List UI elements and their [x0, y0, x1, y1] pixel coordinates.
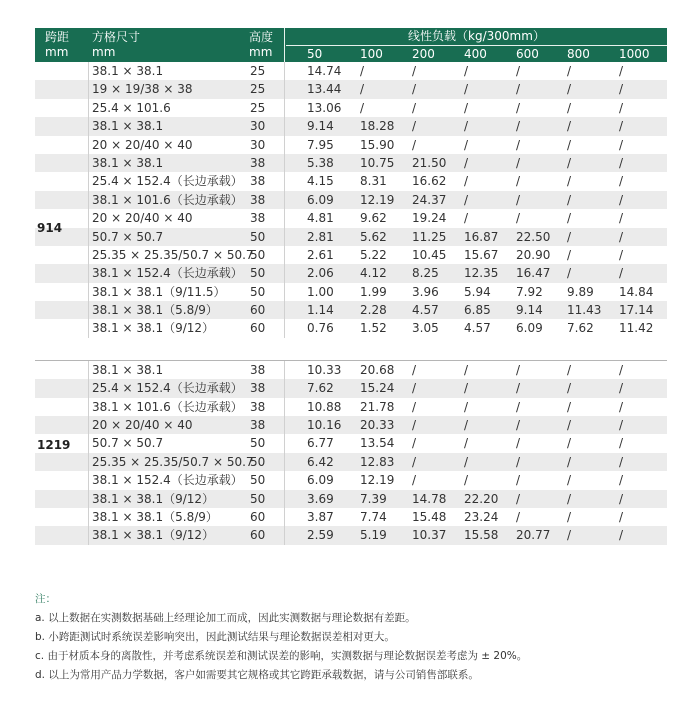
load-cell: /: [464, 436, 469, 451]
load-cell: /: [567, 100, 572, 115]
height-cell: 50: [250, 436, 266, 451]
load-cell: 15.58: [464, 528, 499, 543]
height-cell: 38: [250, 155, 266, 170]
header-height-label: 高度: [249, 30, 274, 44]
load-cell: /: [412, 119, 417, 134]
table-row: [35, 379, 667, 397]
height-cell: 50: [250, 454, 266, 469]
load-cell: 15.48: [412, 509, 447, 524]
load-cell: /: [619, 137, 624, 152]
load-col-1000: 1000: [619, 47, 650, 61]
load-cell: /: [567, 528, 572, 543]
load-cell: /: [412, 82, 417, 97]
load-cell: /: [464, 381, 469, 396]
load-cell: /: [567, 82, 572, 97]
load-cell: 20.33: [360, 418, 395, 433]
table-row: [35, 209, 667, 227]
load-cell: 16.87: [464, 229, 499, 244]
load-cell: 1.00: [307, 284, 334, 299]
height-cell: 25: [250, 82, 266, 97]
size-cell: 25.35 × 25.35/50.7 × 50.7: [92, 247, 254, 262]
load-cell: 3.05: [412, 321, 439, 336]
load-cell: /: [464, 100, 469, 115]
load-cell: 21.50: [412, 155, 447, 170]
load-cell: /: [412, 436, 417, 451]
load-cell: 6.09: [516, 321, 543, 336]
load-cell: /: [516, 155, 521, 170]
load-cell: 10.37: [412, 528, 447, 543]
size-cell: 38.1 × 38.1: [92, 64, 164, 78]
load-cell: 14.78: [412, 491, 447, 506]
load-cell: 8.25: [412, 266, 439, 281]
load-cell: 4.81: [307, 211, 334, 226]
load-cell: /: [516, 418, 521, 433]
table-row: [35, 117, 667, 135]
size-cell: 38.1 × 38.1: [92, 362, 164, 377]
table-row: [35, 264, 667, 282]
load-cell: /: [567, 137, 572, 152]
load-cell: 10.33: [307, 362, 342, 377]
load-cell: /: [619, 418, 624, 433]
height-cell: 38: [250, 418, 266, 433]
header-divider: [284, 28, 285, 62]
height-cell: 38: [250, 192, 266, 207]
height-cell: 50: [250, 491, 266, 506]
load-cell: 12.19: [360, 192, 395, 207]
load-col-400: 400: [464, 47, 487, 61]
load-cell: 10.75: [360, 155, 395, 170]
load-cell: /: [516, 137, 521, 152]
load-cell: 6.85: [464, 303, 491, 318]
size-cell: 25.35 × 25.35/50.7 × 50.7: [92, 454, 254, 469]
height-cell: 50: [250, 284, 266, 299]
load-cell: 3.87: [307, 509, 334, 524]
load-cell: /: [464, 399, 469, 414]
load-cell: 2.81: [307, 229, 334, 244]
size-cell: 50.7 × 50.7: [92, 436, 164, 451]
load-cell: /: [412, 454, 417, 469]
height-cell: 38: [250, 399, 266, 414]
load-cell: /: [567, 509, 572, 524]
load-cell: 5.94: [464, 284, 491, 299]
load-cell: /: [464, 473, 469, 488]
table-row: [35, 398, 667, 416]
load-cell: 18.28: [360, 119, 395, 134]
load-cell: 7.95: [307, 137, 334, 152]
size-cell: 38.1 × 38.1（5.8/9）: [92, 303, 218, 318]
load-cell: 7.62: [307, 381, 334, 396]
height-cell: 38: [250, 381, 266, 396]
size-cell: 38.1 × 38.1: [92, 119, 164, 134]
size-cell: 38.1 × 38.1（5.8/9）: [92, 509, 218, 524]
load-cell: 21.78: [360, 399, 395, 414]
load-cell: 9.14: [516, 303, 543, 318]
load-cell: 7.74: [360, 509, 387, 524]
load-cell: /: [619, 473, 624, 488]
notes-title: 注：: [35, 593, 56, 605]
table-rows: [35, 361, 667, 545]
header-size: [92, 30, 140, 60]
load-cell: 13.54: [360, 436, 395, 451]
load-cell: /: [619, 266, 624, 281]
span-group-914: [35, 62, 667, 338]
load-cell: /: [619, 399, 624, 414]
load-cell: 10.45: [412, 247, 447, 262]
table-row: [35, 319, 667, 337]
size-cell: 38.1 × 152.4（长边承载）: [92, 473, 243, 488]
header-span-unit: mm: [45, 45, 69, 59]
load-cell: /: [567, 399, 572, 414]
load-cell: /: [619, 528, 624, 543]
height-cell: 60: [250, 528, 266, 543]
load-cell: /: [567, 266, 572, 281]
load-cell: /: [516, 64, 521, 78]
load-cell: 13.06: [307, 100, 342, 115]
load-cell: 5.62: [360, 229, 387, 244]
load-cell: 6.09: [307, 192, 334, 207]
height-cell: 60: [250, 509, 266, 524]
table-row: [35, 228, 667, 246]
load-table: [35, 28, 667, 545]
load-cell: /: [567, 381, 572, 396]
load-cell: 5.22: [360, 247, 387, 262]
load-cell: 16.62: [412, 174, 447, 189]
note-c: c. 由于材质本身的离散性，并考虑系统误差和测试误差的影响，实测数据与理论数据误差考虑为 ± 20%。: [35, 650, 528, 662]
load-cell: 11.43: [567, 303, 602, 318]
load-col-200: 200: [412, 47, 435, 61]
load-cell: /: [567, 362, 572, 377]
load-cell: /: [567, 473, 572, 488]
load-cell: /: [567, 64, 572, 78]
header-span: [45, 30, 69, 60]
header-size-label: 方格尺寸: [92, 30, 141, 44]
load-cell: /: [567, 174, 572, 189]
load-cell: /: [619, 155, 624, 170]
load-cell: 15.90: [360, 137, 395, 152]
load-col-100: 100: [360, 47, 383, 61]
load-cell: /: [412, 137, 417, 152]
load-cell: /: [464, 418, 469, 433]
note-a: a. 以上数据在实测数据基础上经理论加工而成，因此实测数据与理论数据有差距。: [35, 612, 416, 624]
load-cell: /: [464, 192, 469, 207]
load-cell: /: [360, 100, 365, 115]
load-cell: 16.47: [516, 266, 551, 281]
load-cell: 24.37: [412, 192, 447, 207]
load-cell: /: [412, 64, 417, 78]
load-cell: /: [464, 64, 469, 78]
load-cell: /: [360, 82, 365, 97]
load-cell: /: [516, 192, 521, 207]
table-row: [35, 490, 667, 508]
load-cell: /: [619, 362, 624, 377]
header-height: [249, 30, 273, 60]
load-cell: 3.69: [307, 491, 334, 506]
load-cell: 20.68: [360, 362, 395, 377]
table-row: [35, 361, 667, 379]
table-row: [35, 301, 667, 319]
load-cell: 11.25: [412, 229, 447, 244]
load-cell: 12.19: [360, 473, 395, 488]
load-cell: 1.52: [360, 321, 387, 336]
size-cell: 38.1 × 38.1（9/12）: [92, 321, 215, 336]
load-cell: /: [516, 362, 521, 377]
load-cell: 9.14: [307, 119, 334, 134]
load-cell: /: [464, 137, 469, 152]
table-row: [35, 154, 667, 172]
load-cell: /: [412, 399, 417, 414]
column-divider: [88, 361, 89, 545]
load-cell: 23.24: [464, 509, 499, 524]
table-row: [35, 136, 667, 154]
load-cell: /: [412, 100, 417, 115]
column-divider: [284, 62, 285, 338]
load-cell: /: [619, 247, 624, 262]
table-row: [35, 283, 667, 301]
load-col-50: 50: [307, 47, 323, 61]
load-cell: /: [619, 174, 624, 189]
load-cell: /: [567, 155, 572, 170]
height-cell: 50: [250, 266, 266, 281]
load-cell: 10.16: [307, 418, 342, 433]
load-cell: /: [464, 155, 469, 170]
load-cell: 5.19: [360, 528, 387, 543]
load-cell: /: [567, 418, 572, 433]
load-cell: /: [619, 491, 624, 506]
load-cell: 9.62: [360, 211, 387, 226]
load-cell: /: [464, 82, 469, 97]
notes: [35, 590, 527, 685]
load-cell: /: [464, 362, 469, 377]
note-d: d. 以上为常用产品力学数据，客户如需要其它规格或其它跨距承载数据，请与公司销售部联系。: [35, 669, 479, 681]
table-row: [35, 80, 667, 98]
load-cell: 8.31: [360, 174, 387, 189]
load-cell: /: [567, 247, 572, 262]
load-cell: 7.62: [567, 321, 594, 336]
load-cell: /: [567, 454, 572, 469]
height-cell: 60: [250, 303, 266, 318]
load-cell: /: [516, 119, 521, 134]
load-cell: 14.74: [307, 64, 342, 78]
load-cell: 12.83: [360, 454, 395, 469]
height-cell: 60: [250, 321, 266, 336]
load-cell: 19.24: [412, 211, 447, 226]
load-cell: 22.50: [516, 229, 551, 244]
load-cell: 4.57: [412, 303, 439, 318]
load-cell: /: [516, 399, 521, 414]
size-cell: 38.1 × 38.1（9/11.5）: [92, 284, 226, 299]
table-row: [35, 62, 667, 80]
load-cell: 22.20: [464, 491, 499, 506]
load-cell: 2.61: [307, 247, 334, 262]
size-cell: 20 × 20/40 × 40: [92, 211, 193, 226]
table-row: [35, 526, 667, 544]
span-label: 1219: [37, 437, 71, 452]
load-cell: /: [567, 211, 572, 226]
load-cell: /: [464, 119, 469, 134]
load-cell: /: [464, 454, 469, 469]
load-cell: /: [567, 119, 572, 134]
load-cell: 17.14: [619, 303, 654, 318]
load-cell: 20.90: [516, 247, 551, 262]
load-cell: /: [619, 64, 624, 78]
column-divider: [88, 62, 89, 338]
column-divider: [284, 361, 285, 545]
load-cell: /: [516, 509, 521, 524]
load-cell: 7.39: [360, 491, 387, 506]
load-cell: 1.99: [360, 284, 387, 299]
load-cell: 0.76: [307, 321, 334, 336]
load-cell: /: [619, 192, 624, 207]
load-cell: /: [619, 436, 624, 451]
load-cell: /: [619, 509, 624, 524]
height-cell: 30: [250, 119, 266, 134]
height-cell: 50: [250, 247, 266, 262]
load-cell: 7.92: [516, 284, 543, 299]
load-cell: 4.57: [464, 321, 491, 336]
span-group-1219: [35, 361, 667, 545]
load-title: 线性负载（kg/300mm）: [408, 29, 545, 43]
load-cell: /: [412, 381, 417, 396]
table-row: [35, 471, 667, 489]
load-cell: /: [619, 119, 624, 134]
load-cell: 15.24: [360, 381, 395, 396]
load-cell: 6.77: [307, 436, 334, 451]
header-size-unit: mm: [92, 45, 116, 59]
load-cell: /: [516, 491, 521, 506]
load-cell: 15.67: [464, 247, 499, 262]
height-cell: 50: [250, 473, 266, 488]
load-cell: /: [619, 82, 624, 97]
size-cell: 20 × 20/40 × 40: [92, 418, 193, 433]
group-separator: [35, 338, 667, 361]
height-cell: 25: [250, 64, 266, 78]
load-cell: /: [412, 418, 417, 433]
load-cell: /: [619, 229, 624, 244]
size-cell: 19 × 19/38 × 38: [92, 82, 193, 97]
load-cell: /: [516, 100, 521, 115]
size-cell: 38.1 × 152.4（长边承载）: [92, 266, 243, 281]
load-cell: /: [412, 362, 417, 377]
height-cell: 38: [250, 211, 266, 226]
table-row: [35, 99, 667, 117]
height-cell: 30: [250, 137, 266, 152]
load-cell: 6.09: [307, 473, 334, 488]
size-cell: 38.1 × 38.1: [92, 155, 164, 170]
span-label: 914: [37, 221, 63, 235]
table-row: [35, 434, 667, 452]
size-cell: 50.7 × 50.7: [92, 229, 164, 244]
load-col-600: 600: [516, 47, 539, 61]
height-cell: 25: [250, 100, 266, 115]
height-cell: 50: [250, 229, 266, 244]
load-cell: 2.59: [307, 528, 334, 543]
load-cell: /: [567, 192, 572, 207]
load-cell: /: [516, 454, 521, 469]
load-cell: 2.28: [360, 303, 387, 318]
load-cell: /: [516, 381, 521, 396]
size-cell: 25.4 × 152.4（长边承载）: [92, 381, 243, 396]
load-cell: /: [567, 229, 572, 244]
load-cell: 20.77: [516, 528, 551, 543]
table-row: [35, 246, 667, 264]
note-b: b. 小跨距测试时系统误差影响突出，因此测试结果与理论数据误差相对更大。: [35, 631, 395, 643]
load-cell: 12.35: [464, 266, 499, 281]
load-cell: 5.38: [307, 155, 334, 170]
load-cell: 14.84: [619, 284, 654, 299]
load-cell: /: [516, 211, 521, 226]
load-cell: /: [567, 436, 572, 451]
load-cell: /: [619, 454, 624, 469]
size-cell: 25.4 × 152.4（长边承载）: [92, 174, 243, 189]
load-cell: /: [516, 473, 521, 488]
load-cell: 9.89: [567, 284, 594, 299]
size-cell: 38.1 × 38.1（9/12）: [92, 491, 215, 506]
load-cell: 6.42: [307, 454, 334, 469]
load-cell: /: [464, 174, 469, 189]
load-cell: /: [516, 174, 521, 189]
load-cell: /: [360, 64, 365, 78]
table-rows: [35, 62, 667, 338]
size-cell: 20 × 20/40 × 40: [92, 137, 193, 152]
load-cell: /: [464, 211, 469, 226]
load-cell: /: [516, 82, 521, 97]
height-cell: 38: [250, 362, 266, 377]
table-row: [35, 191, 667, 209]
size-cell: 25.4 × 101.6: [92, 100, 171, 115]
size-cell: 38.1 × 101.6（长边承载）: [92, 192, 243, 207]
table-row: [35, 416, 667, 434]
load-cell: /: [619, 100, 624, 115]
load-cell: /: [619, 211, 624, 226]
table-header: [35, 28, 667, 62]
height-cell: 38: [250, 174, 266, 189]
load-cell: /: [567, 491, 572, 506]
load-cell: 11.42: [619, 321, 654, 336]
table-row: [35, 453, 667, 471]
load-cell: 10.88: [307, 399, 342, 414]
table-row: [35, 172, 667, 190]
load-cell: /: [619, 381, 624, 396]
load-cell: 4.12: [360, 266, 387, 281]
size-cell: 38.1 × 101.6（长边承载）: [92, 399, 243, 414]
load-cell: 1.14: [307, 303, 334, 318]
header-height-unit: mm: [249, 45, 273, 59]
load-col-800: 800: [567, 47, 590, 61]
table-row: [35, 508, 667, 526]
size-cell: 38.1 × 38.1（9/12）: [92, 528, 215, 543]
load-cell: 4.15: [307, 174, 334, 189]
load-cell: 3.96: [412, 284, 439, 299]
load-cell: /: [412, 473, 417, 488]
load-cell: 13.44: [307, 82, 342, 97]
load-cell: 2.06: [307, 266, 334, 281]
load-cell: /: [516, 436, 521, 451]
header-span-label: 跨距: [45, 30, 70, 44]
